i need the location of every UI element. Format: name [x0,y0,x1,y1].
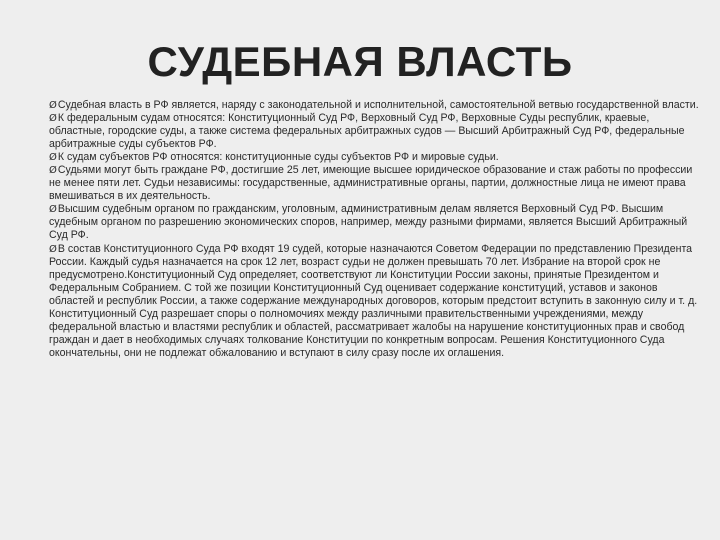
bullet-text: К судам субъектов РФ относятся: конституционные суды субъектов РФ и мировые судьи. [57,151,499,164]
slide-title: СУДЕБНАЯ ВЛАСТЬ [147,38,573,85]
arrow-bullet-icon: Ø [49,152,57,164]
bullet-text: В состав Конституционного Суда РФ входят 19 судей, которые назначаются Советом Федерации по представлению Президента России. Каждый судья назначается на срок 12 лет, возраст судьи не должен превышать 70 лет. Избрание на второй срок не предусмотрено.Конституционный Суд определяет, соответствуют ли Конституции России законы, принятые Президентом и Федеральным Собранием. С той же позиции Конституционный Суд оценивает содержание конституций, уставов и законов областей и республик России, а также содержание международных договоров, которым предстоит вступить в законную силу и т. д. Конституционный Суд разрешает споры о полномочиях между различными правительственными учреждениями, между федеральной властью и властями республик и областей, рассматривает жалобы на нарушение конституционных прав и свобод граждан и дает в необходимых случаях толкование Конституции по конкретным вопросам. Решения Конституционного Суда окончательны, они не подлежат обжалованию и вступают в силу сразу после их оглашения. [49,242,698,359]
list-item [49,243,701,360]
bullet-text: Судебная власть в РФ является, наряду с законодательной и исполнительной, самостоятельной ветвью государственной власти. [57,99,699,111]
list-item [49,203,701,242]
list-item [49,164,701,203]
list-item [49,99,701,112]
list-item [49,151,701,164]
arrow-bullet-icon: Ø [49,204,57,216]
list-item [49,112,701,151]
bullet-list [49,99,701,360]
arrow-bullet-icon: Ø [49,100,57,111]
arrow-bullet-icon: Ø [49,243,57,255]
arrow-bullet-icon: Ø [49,113,57,125]
bullet-text: Судьями могут быть граждане РФ, достигшие 25 лет, имеющие высшее юридическое образование и стаж работы по профессии не менее пяти лет. Судьи независимы: государственные, административные органы, партии, должностные лица не имеют права вмешиваться в их деятельность. [49,164,693,203]
bullet-text: Высшим судебным органом по гражданским, уголовным, административным делам является Верховный Суд РФ. Высшим судебным органом по разрешению экономических споров, например, между разными фирмами, является Высший Арбитражный Суд РФ. [49,203,688,242]
arrow-bullet-icon: Ø [49,165,57,177]
bullet-text: К федеральным судам относятся: Конституционный Суд РФ, Верховный Суд РФ, Верховные Суды республик, краевые, областные, городские суды, а также система федеральных арбитражных судов — Высший Арбитражный Суд РФ, федеральные арбитражные суды субъектов РФ. [49,112,685,151]
